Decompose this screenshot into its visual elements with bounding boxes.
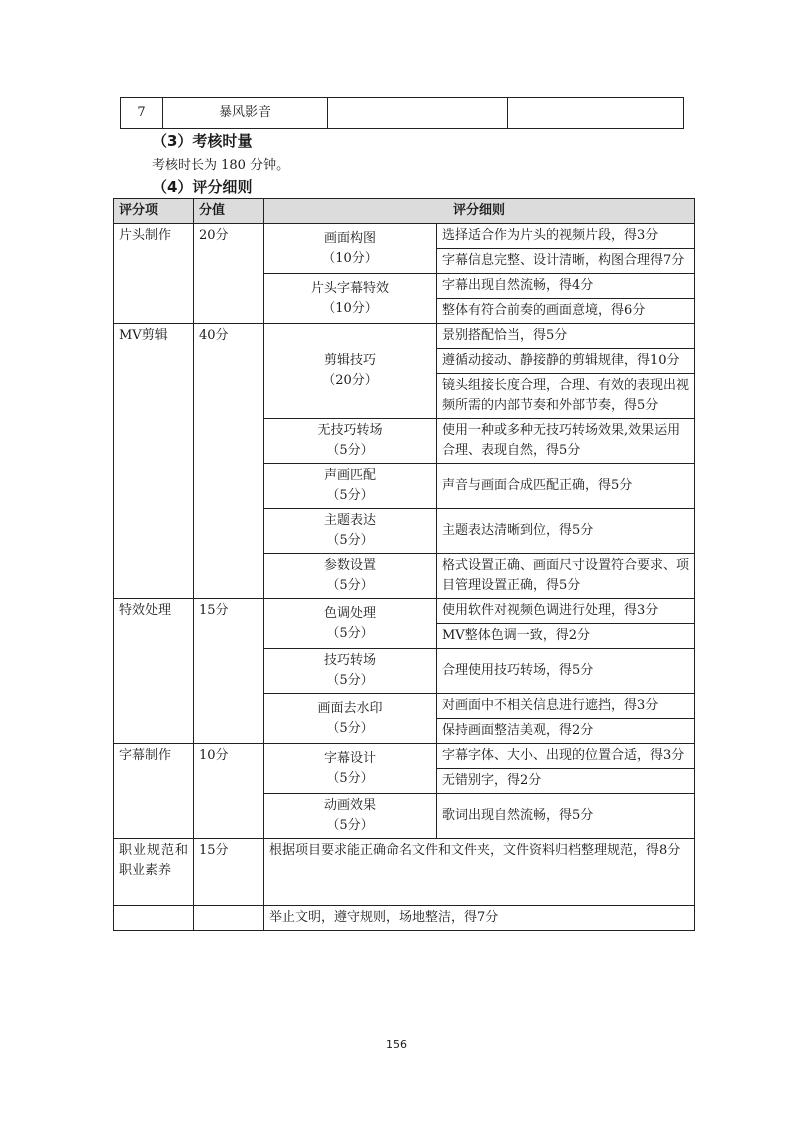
sub-item: 参数设置 （5分） — [264, 554, 437, 599]
item-cell: 片头制作 — [114, 224, 194, 324]
sub-item: 声画匹配 （5分） — [264, 464, 437, 509]
duration-text: 考核时长为 180 分钟。 — [152, 158, 290, 173]
header-row — [114, 199, 695, 224]
item-cell: 特效处理 — [114, 599, 194, 744]
criterion: 字幕信息完整、设计清晰，构图合理得7分 — [437, 249, 695, 274]
sub-item: 片头字幕特效 （10分） — [264, 274, 437, 324]
score-cell: 15分 — [194, 839, 264, 906]
table-row — [114, 839, 695, 906]
criterion: 对画面中不相关信息进行遮挡，得3分 — [437, 694, 695, 719]
criterion: 选择适合作为片头的视频片段，得3分 — [437, 224, 695, 249]
header-detail: 评分细则 — [264, 199, 695, 224]
table-row — [114, 599, 695, 624]
sub-item: 技巧转场 （5分） — [264, 649, 437, 694]
software-name: 暴风影音 — [163, 98, 328, 129]
header-item: 评分项 — [114, 199, 194, 224]
item-cell: 字幕制作 — [114, 744, 194, 839]
score-cell: 10分 — [194, 744, 264, 839]
row-number: 7 — [121, 98, 163, 129]
criterion: 声音与画面合成匹配正确，得5分 — [437, 464, 695, 509]
table-row — [114, 324, 695, 349]
criterion: 字幕字体、大小、出现的位置合适，得3分 — [437, 744, 695, 769]
sub-item: 主题表达 （5分） — [264, 509, 437, 554]
sub-item: 画面去水印 （5分） — [264, 694, 437, 744]
item-cell: MV剪辑 — [114, 324, 194, 599]
sub-item: 色调处理 （5分） — [264, 599, 437, 649]
criterion: 使用一种或多种无技巧转场效果,效果运用合理、表现自然，得5分 — [437, 419, 695, 464]
empty-cell — [194, 906, 264, 931]
criterion: 使用软件对视频色调进行处理，得3分 — [437, 599, 695, 624]
criterion: 整体有符合前奏的画面意境，得6分 — [437, 299, 695, 324]
section-heading-duration: （3）考核时量 — [152, 132, 253, 150]
empty-cell — [328, 98, 508, 129]
sub-item: 字幕设计 （5分） — [264, 744, 437, 794]
criterion: 歌词出现自然流畅，得5分 — [437, 794, 695, 839]
criterion: 无错别字，得2分 — [437, 769, 695, 794]
criterion: 保持画面整洁美观，得2分 — [437, 719, 695, 744]
score-cell: 40分 — [194, 324, 264, 599]
page-number: 156 — [386, 1038, 407, 1051]
sub-item: 画面构图 （10分） — [264, 224, 437, 274]
sub-item: 动画效果 （5分） — [264, 794, 437, 839]
scoring-table — [113, 198, 695, 931]
criterion: 根据项目要求能正确命名文件和文件夹，文件资料归档整理规范，得8分 — [264, 839, 695, 906]
score-cell: 20分 — [194, 224, 264, 324]
criterion: 主题表达清晰到位，得5分 — [437, 509, 695, 554]
criterion: 字幕出现自然流畅，得4分 — [437, 274, 695, 299]
software-table — [120, 97, 684, 129]
criterion: 遵循动接动、静接静的剪辑规律，得10分 — [437, 349, 695, 374]
criterion: MV整体色调一致，得2分 — [437, 624, 695, 649]
criterion: 举止文明，遵守规则，场地整洁，得7分 — [264, 906, 695, 931]
table-row — [121, 98, 684, 129]
criterion: 格式设置正确、画面尺寸设置符合要求、项目管理设置正确，得5分 — [437, 554, 695, 599]
criterion: 合理使用技巧转场，得5分 — [437, 649, 695, 694]
table-row — [114, 744, 695, 769]
empty-cell — [114, 906, 194, 931]
sub-item: 无技巧转场 （5分） — [264, 419, 437, 464]
item-cell: 职业规范和职业素养 — [114, 839, 194, 906]
section-heading-scoring: （4）评分细则 — [152, 178, 253, 196]
empty-cell — [508, 98, 684, 129]
sub-item: 剪辑技巧 （20分） — [264, 324, 437, 419]
criterion: 景别搭配恰当，得5分 — [437, 324, 695, 349]
table-row — [114, 224, 695, 249]
score-cell: 15分 — [194, 599, 264, 744]
header-score: 分值 — [194, 199, 264, 224]
table-row — [114, 906, 695, 931]
criterion: 镜头组接长度合理，合理、有效的表现出视频所需的内部节奏和外部节奏，得5分 — [437, 374, 695, 419]
